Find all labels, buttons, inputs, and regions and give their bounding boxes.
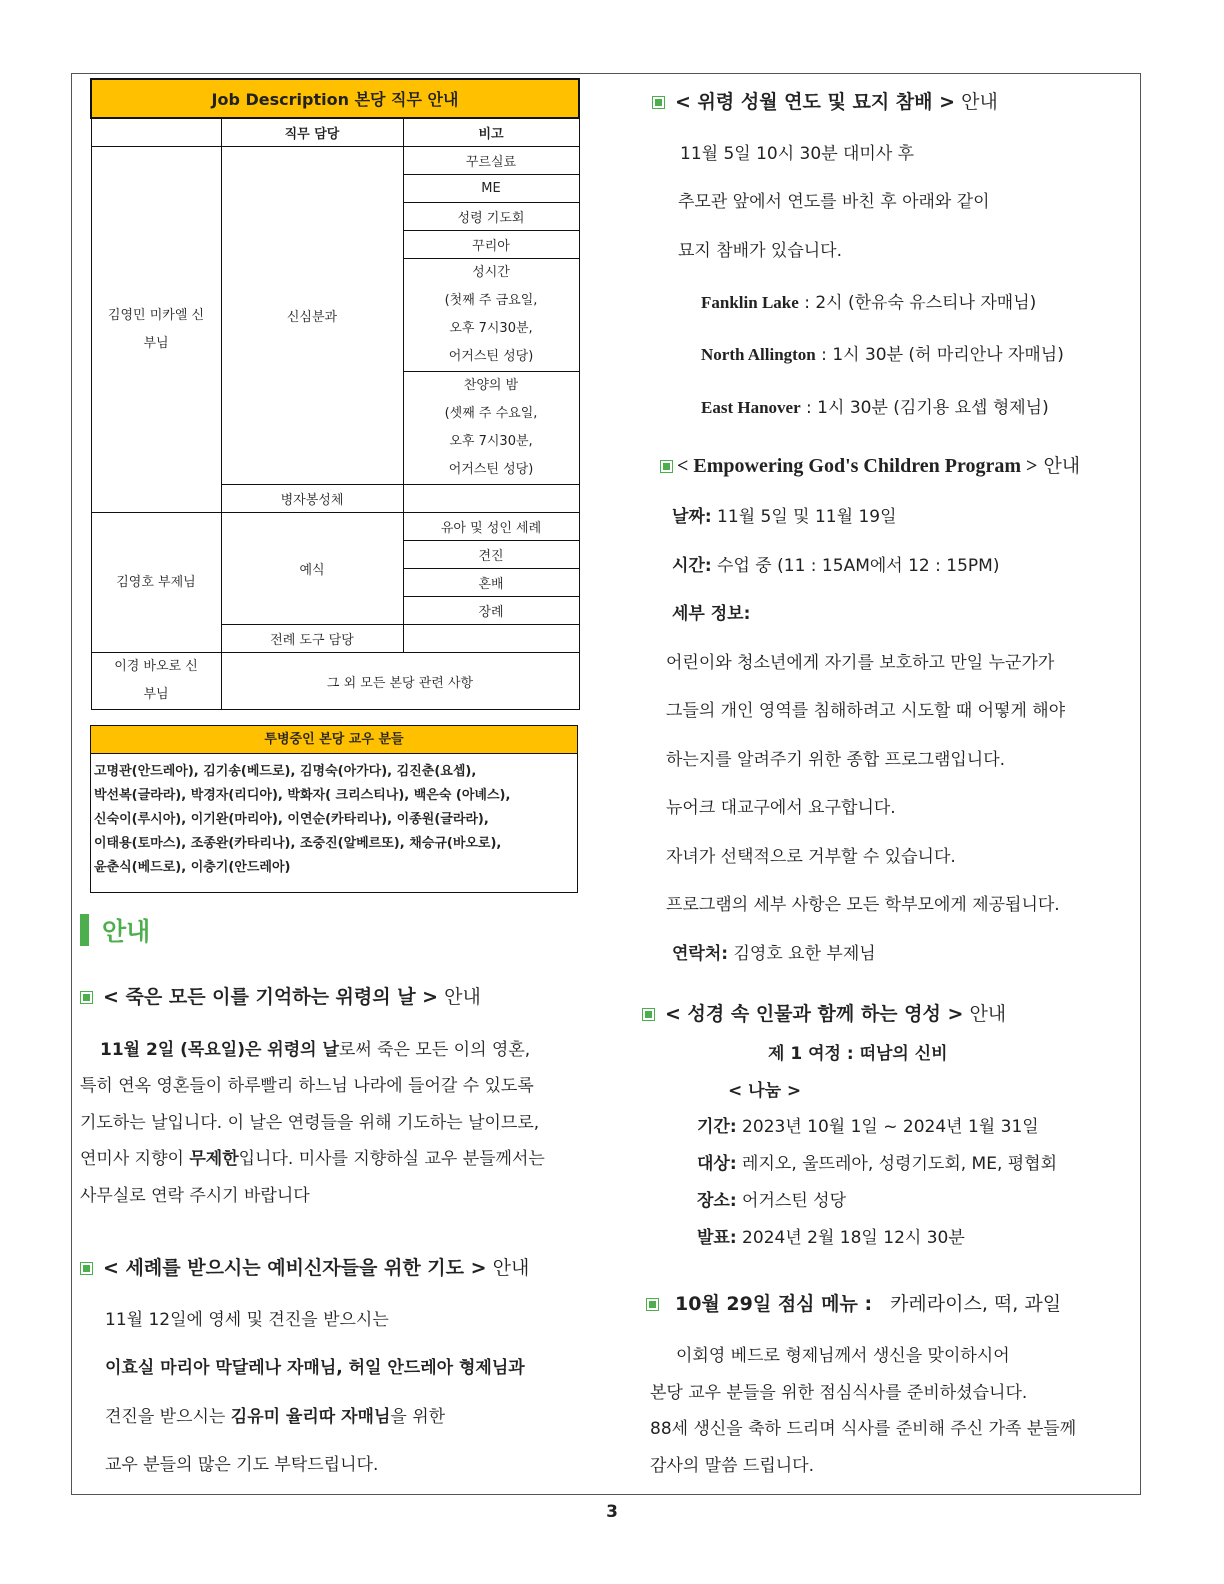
note-empty (403, 625, 579, 653)
catechumen-line1: 11월 12일에 영세 및 견진을 받으시는 (105, 1310, 389, 1330)
praise-night-line: 오후 7시30분, (449, 434, 533, 449)
catechumen-line4: 교우 분들의 많은 기도 부탁드립니다. (105, 1455, 379, 1475)
duty-rites: 예식 (221, 513, 403, 625)
notice-bar-icon (80, 914, 89, 946)
all-souls-line4-a: 연미사 지향이 (80, 1149, 190, 1169)
catechumen-confirmand: 김유미 율리따 자매님 (230, 1407, 391, 1427)
egcp-detail-label: 세부 정보: (672, 604, 751, 624)
sick-line: 신숙이(루시아), 이기완(마리아), 이연순(카타리나), 이종원(글라라), (94, 812, 489, 827)
egcp-suffix: 안내 (1037, 455, 1081, 477)
bible-present-value: 2024년 2월 18일 12시 30분 (736, 1228, 965, 1248)
memorial-suffix: 안내 (955, 91, 998, 113)
job-table-title: Job Description 본당 직무 안내 (91, 79, 579, 118)
all-souls-line1 (100, 1035, 530, 1060)
egcp-contact-label: 연락처: (672, 944, 729, 964)
page-number: 3 (606, 1502, 618, 1522)
all-souls-title: < 죽은 모든 이를 기억하는 위령의 날 > (103, 986, 439, 1008)
memorial-line3: 묘지 참배가 있습니다. (678, 241, 843, 261)
sick-list (91, 754, 577, 880)
egcp-date (672, 502, 897, 527)
all-souls-line4 (80, 1144, 545, 1169)
memorial-title: < 위령 성월 연도 및 묘지 참배 > (675, 91, 956, 113)
sick-line: 이태용(토마스), 조종완(카타리나), 조중진(알베르또), 채승규(바오로), (94, 836, 502, 851)
bible-heading (642, 999, 1006, 1026)
bible-place-value: 어거스틴 성당 (736, 1191, 846, 1211)
all-souls-suffix: 안내 (438, 986, 481, 1008)
egcp-line: 프로그램의 세부 사항은 모든 학부모에게 제공됩니다. (666, 895, 1060, 915)
note-baptism: 유아 및 성인 세례 (403, 513, 579, 541)
visit-north-allington (701, 340, 1064, 365)
bible-present-label: 발표: (697, 1228, 737, 1248)
duty-liturgy-tools: 전례 도구 담당 (221, 625, 403, 653)
checkbox-bullet-icon (646, 1298, 659, 1311)
note-praise-night (403, 372, 579, 485)
checkbox-bullet-icon (80, 1262, 93, 1275)
egcp-time (672, 551, 999, 576)
lunch-line1: 이회영 베드로 형제님께서 생신을 맞이하시어 (676, 1346, 1010, 1366)
bible-title: < 성경 속 인물과 함께 하는 영성 > (665, 1003, 964, 1025)
checkbox-bullet-icon (652, 96, 665, 109)
all-souls-line4-b: 입니다. 미사를 지향하실 교우 분들께서는 (238, 1149, 545, 1169)
job-description-table (90, 78, 580, 710)
note-confirmation: 견진 (403, 541, 579, 569)
person-kim-youngmin: 김영민 미카엘 신부님 (91, 147, 221, 513)
visit-detail: : 2시 (한유숙 유스티나 자매님) (798, 293, 1037, 313)
duty-sick-communion: 병자봉성체 (221, 485, 403, 513)
catechumen-line3 (105, 1402, 445, 1427)
praise-night-line: 어거스틴 성당) (448, 462, 534, 477)
visit-place: Fanklin Lake (701, 293, 799, 312)
visit-detail: : 1시 30분 (김기용 요셉 형제님) (800, 398, 1049, 418)
catechumen-title: < 세례를 받으시는 예비신자들을 위한 기도 > (103, 1257, 487, 1279)
header-person (91, 118, 221, 147)
sick-parishioners-box (90, 725, 578, 893)
bible-period (697, 1112, 1039, 1137)
lunch-heading (646, 1289, 1061, 1316)
bible-journey: 제 1 여정 : 떠남의 신비 (768, 1044, 948, 1064)
holy-hour-line: (첫째 주 금요일, (444, 293, 538, 308)
bible-target-value: 레지오, 울뜨레아, 성령기도회, ME, 평협회 (736, 1154, 1058, 1174)
lunch-line2: 본당 교우 분들을 위한 점심식사를 준비하셨습니다. (650, 1383, 1028, 1403)
catechumen-line3-a: 견진을 받으시는 (105, 1407, 231, 1427)
all-souls-line1-rest: 로써 죽은 모든 이의 영혼, (338, 1040, 531, 1060)
all-souls-line3: 기도하는 날입니다. 이 날은 연령들을 위해 기도하는 날이므로, (80, 1113, 540, 1133)
duty-all-other: 그 외 모든 본당 관련 사항 (221, 653, 579, 710)
visit-place: North Allington (701, 345, 816, 364)
note-funeral: 장례 (403, 597, 579, 625)
note-charismatic: 성령 기도회 (403, 203, 579, 231)
note-holy-hour (403, 259, 579, 372)
egcp-time-label: 시간: (672, 556, 712, 576)
visit-franklin (701, 288, 1036, 313)
catechumen-line2: 이효실 마리아 막달레나 자매님, 허일 안드레아 형제님과 (105, 1358, 525, 1378)
note-cursillo: 꾸르실료 (403, 147, 579, 175)
bible-place (697, 1186, 846, 1211)
egcp-title: < Empowering God's Children Program > (677, 455, 1038, 477)
sick-line: 박선복(글라라), 박경자(리디아), 박화자( 크리스티나), 백은숙 (아녜스), (94, 788, 511, 803)
holy-hour-line: 오후 7시30분, (449, 321, 533, 336)
memorial-line2: 추모관 앞에서 연도를 바친 후 아래와 같이 (678, 192, 990, 212)
bible-target (697, 1149, 1057, 1174)
all-souls-heading (80, 982, 481, 1009)
person-fr-lee: 이경 바오로 신부님 (91, 653, 221, 710)
praise-night-line: 찬양의 밤 (463, 378, 519, 393)
note-empty (403, 485, 579, 513)
bible-target-label: 대상: (697, 1154, 737, 1174)
lunch-line4: 감사의 말씀 드립니다. (650, 1456, 815, 1476)
note-me: ME (403, 175, 579, 203)
egcp-line: 뉴어크 대교구에서 요구합니다. (666, 798, 896, 818)
egcp-contact-value: 김영호 요한 부제님 (728, 944, 876, 964)
memorial-heading (652, 87, 998, 114)
catechumen-line3-b: 을 위한 (390, 1407, 446, 1427)
bible-period-value: 2023년 10월 1일 ~ 2024년 1월 31일 (736, 1117, 1039, 1137)
egcp-heading (660, 451, 1080, 478)
checkbox-bullet-icon (80, 991, 93, 1004)
sick-line: 고명관(안드레아), 김기송(베드로), 김명숙(아가다), 김진춘(요셉), (94, 764, 477, 779)
bible-presentation (697, 1223, 965, 1248)
all-souls-date: 11월 2일 (목요일)은 위령의 날 (100, 1040, 339, 1060)
visit-place: East Hanover (701, 398, 801, 417)
catechumen-suffix: 안내 (486, 1257, 530, 1279)
notice-heading-text: 안내 (102, 917, 151, 946)
egcp-line: 어린이와 청소년에게 자기를 보호하고 만일 누군가가 (666, 653, 1055, 673)
all-souls-line2: 특히 연옥 영혼들이 하루빨리 하느님 나라에 들어갈 수 있도록 (80, 1076, 534, 1096)
bible-period-label: 기간: (697, 1117, 737, 1137)
visit-detail: : 1시 30분 (허 마리안나 자매님) (815, 345, 1064, 365)
egcp-date-label: 날짜: (672, 507, 712, 527)
checkbox-bullet-icon (660, 460, 673, 473)
note-wedding: 혼배 (403, 569, 579, 597)
egcp-line: 자녀가 선택적으로 거부할 수 있습니다. (666, 847, 956, 867)
note-curia: 꾸리아 (403, 231, 579, 259)
lunch-menu: 카레라이스, 떡, 과일 (890, 1293, 1062, 1315)
egcp-date-value: 11월 5일 및 11월 19일 (711, 507, 897, 527)
all-souls-unlimited: 무제한 (189, 1149, 239, 1169)
header-note: 비고 (403, 118, 579, 147)
holy-hour-line: 성시간 (472, 265, 510, 280)
egcp-contact (672, 939, 876, 964)
bible-place-label: 장소: (697, 1191, 737, 1211)
holy-hour-line: 어거스틴 성당) (448, 349, 534, 364)
duty-sinsim: 신심분과 (221, 147, 403, 485)
catechumen-heading (80, 1253, 529, 1280)
bible-suffix: 안내 (963, 1003, 1007, 1025)
egcp-time-value: 수업 중 (11 : 15AM에서 12 : 15PM) (711, 556, 1000, 576)
memorial-line1: 11월 5일 10시 30분 대미사 후 (680, 144, 915, 164)
egcp-line: 하는지를 알려주기 위한 종합 프로그램입니다. (666, 750, 1006, 770)
visit-east-hanover (701, 393, 1049, 418)
sick-line: 윤춘식(베드로), 이충기(안드레아) (94, 860, 291, 875)
person-deacon: 김영호 부제님 (91, 513, 221, 653)
sick-box-title: 투병중인 본당 교우 분들 (91, 726, 577, 754)
praise-night-line: (셋째 주 수요일, (444, 406, 538, 421)
lunch-line3: 88세 생신을 축하 드리며 식사를 준비해 주신 가족 분들께 (650, 1419, 1077, 1439)
checkbox-bullet-icon (642, 1008, 655, 1021)
lunch-title: 10월 29일 점심 메뉴 : (675, 1293, 873, 1315)
bible-share: < 나눔 > (728, 1081, 802, 1101)
header-duty: 직무 담당 (221, 118, 403, 147)
all-souls-line5: 사무실로 연락 주시기 바랍니다 (80, 1186, 310, 1206)
egcp-line: 그들의 개인 영역를 침해하려고 시도할 때 어떻게 해야 (666, 701, 1066, 721)
